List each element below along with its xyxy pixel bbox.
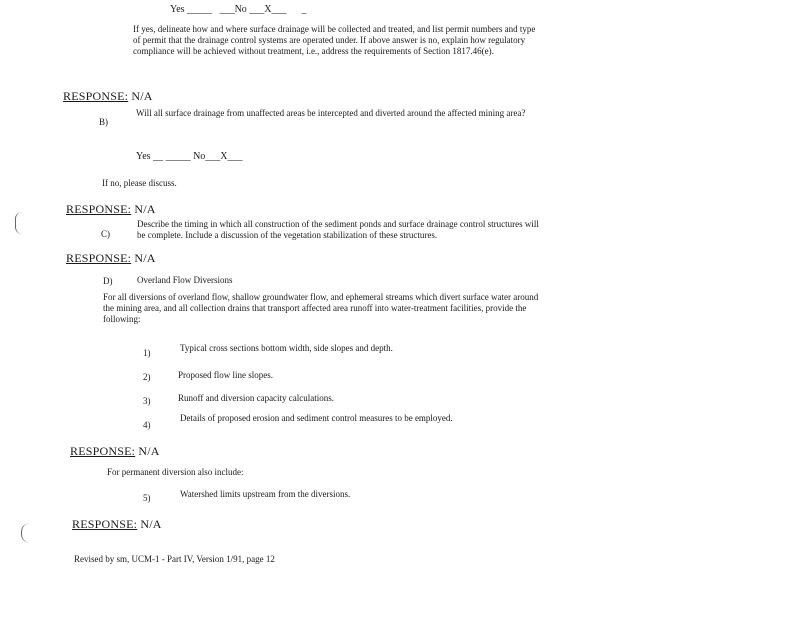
item-5-text: Watershed limits upstream from the diversions. bbox=[180, 489, 351, 499]
response-label: RESPONSE: bbox=[63, 89, 129, 103]
item-5-marker: 5) bbox=[143, 493, 151, 503]
numbered-item-3-text: Runoff and diversion capacity calculations. bbox=[178, 393, 335, 403]
b-no-label: No bbox=[193, 151, 206, 162]
numbered-item-1-text: Typical cross sections bottom width, side slopes and depth. bbox=[180, 343, 393, 353]
response-value: N/A bbox=[131, 89, 153, 103]
item-b-text: Will all surface drainage from unaffected areas be intercepted and diverted around the affected mining area? bbox=[136, 108, 526, 118]
top-no-label: No bbox=[234, 4, 247, 15]
response-label: RESPONSE: bbox=[70, 444, 136, 458]
item-b-marker: B) bbox=[99, 117, 108, 127]
scan-mark-1 bbox=[15, 212, 22, 234]
numbered-item-4-text: Details of proposed erosion and sediment control measures to be employed. bbox=[180, 413, 453, 423]
numbered-item-2-marker: 2) bbox=[143, 372, 151, 382]
drainage-paragraph: If yes, delineate how and where surface drainage will be collected and treated, and list permit numbers and type of permit that the drainage control systems are operated under. If above answer is no, explain how regulatory compliance will be achieved without treatment, i.e., address the requirements of Section 1817.46(e). bbox=[133, 24, 536, 56]
b-answer-line bbox=[136, 151, 243, 162]
numbered-item-3-marker: 3) bbox=[143, 396, 151, 406]
response-a bbox=[63, 89, 153, 104]
response-label: RESPONSE: bbox=[66, 202, 132, 216]
item-d-marker: D) bbox=[103, 276, 113, 286]
response-label: RESPONSE: bbox=[72, 517, 138, 531]
page-footer: Revised by sm, UCM-1 - Part IV, Version 1/91, page 12 bbox=[74, 554, 275, 564]
numbered-item-4-marker: 4) bbox=[143, 420, 151, 430]
response-d bbox=[70, 444, 160, 459]
b-no-value: ___X___ bbox=[205, 151, 243, 162]
response-value: N/A bbox=[140, 517, 162, 531]
b-yes-blank: __ _____ bbox=[153, 151, 191, 162]
response-label: RESPONSE: bbox=[66, 251, 132, 265]
top-no-value: ___X___ bbox=[249, 4, 287, 15]
numbered-item-1-marker: 1) bbox=[143, 348, 151, 358]
b-yes-label: Yes bbox=[136, 151, 151, 162]
item-c-text: Describe the timing in which all construction of the sediment ponds and surface drainage control structures will be complete. Include a discussion of the vegetation stabilization of these structures. bbox=[137, 219, 539, 240]
permanent-diversion-text: For permanent diversion also include: bbox=[107, 467, 244, 477]
top-no-prefix: ___ bbox=[219, 4, 235, 15]
response-value: N/A bbox=[134, 251, 156, 265]
top-yes-label: Yes bbox=[170, 4, 185, 15]
numbered-item-2-text: Proposed flow line slopes. bbox=[178, 370, 273, 380]
response-c bbox=[66, 251, 156, 266]
top-trail: _ bbox=[301, 4, 307, 15]
response-e bbox=[72, 517, 162, 532]
response-value: N/A bbox=[134, 202, 156, 216]
response-b bbox=[66, 202, 156, 217]
response-value: N/A bbox=[138, 444, 160, 458]
if-no-text: If no, please discuss. bbox=[102, 178, 177, 188]
diversion-paragraph: For all diversions of overland flow, shallow groundwater flow, and ephemeral streams which divert surface water around the mining area, and all collection drains that transport affected area runoff into water-treatment facilities, provide the following: bbox=[103, 292, 539, 324]
top-yes-blank: _____ bbox=[187, 4, 213, 15]
top-answer-line bbox=[170, 4, 307, 15]
scan-mark-2 bbox=[21, 523, 30, 543]
item-d-text: Overland Flow Diversions bbox=[137, 275, 233, 285]
item-c-marker: C) bbox=[101, 229, 110, 239]
